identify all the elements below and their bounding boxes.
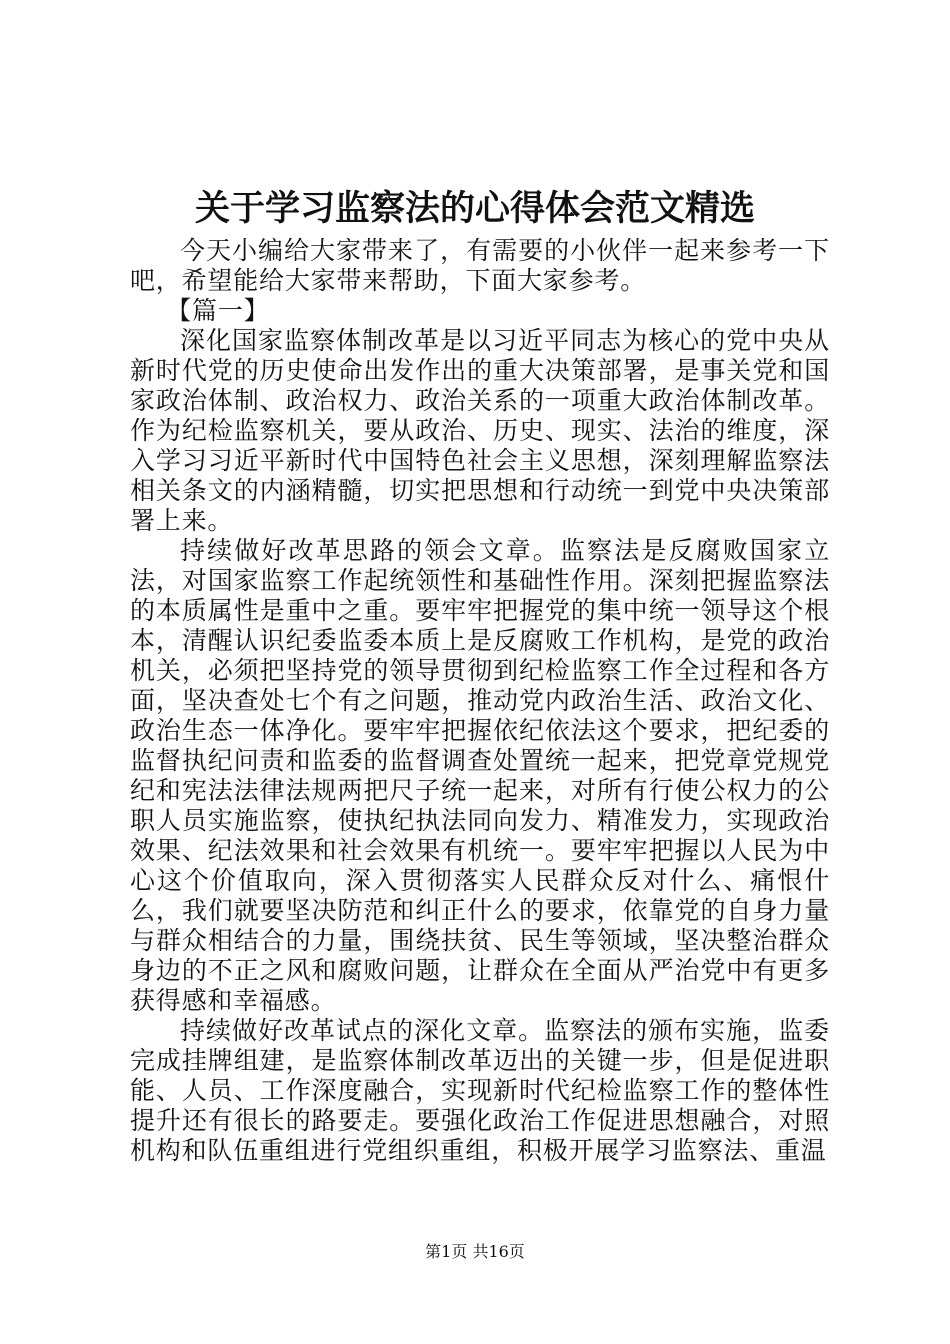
body-paragraph-3: 持续做好改革试点的深化文章。监察法的颁布实施，监委完成挂牌组建，是监察体制改革迈出的关键一步，但是促进职能、人员、工作深度融合，实现新时代纪检监察工作的整体性提升还有很长的路要走。要强化政治工作促进思想融合，对照机构和队伍重组进行党组织重组，积极开展学习监察法、重温 bbox=[130, 1016, 830, 1165]
document-title: 关于学习监察法的心得体会范文精选 bbox=[194, 188, 755, 229]
body-paragraph-1: 深化国家监察体制改革是以习近平同志为核心的党中央从新时代党的历史使命出发作出的重大决策部署，是事关党和国家政治体制、政治权力、政治关系的一项重大政治体制改革。作为纪检监察机关，要从政治、历史、现实、法治的维度，深入学习习近平新时代中国特色社会主义思想，深刻理解监察法相关条文的内涵精髓，切实把思想和行动统一到党中央决策部署上来。 bbox=[130, 326, 830, 535]
page-footer: 第1页 共16页 bbox=[425, 1242, 525, 1261]
document-body bbox=[130, 236, 830, 1166]
section-heading: 【篇一】 bbox=[166, 296, 270, 325]
body-paragraph-2: 持续做好改革思路的领会文章。监察法是反腐败国家立法，对国家监察工作起统领性和基础性作用。深刻把握监察法的本质属性是重中之重。要牢牢把握党的集中统一领导这个根本，清醒认识纪委监委本质上是反腐败工作机构，是党的政治机关，必须把坚持党的领导贯彻到纪检监察工作全过程和各方面，坚决查处七个有之问题，推动党内政治生活、政治文化、政治生态一体净化。要牢牢把握依纪依法这个要求，把纪委的监督执纪问责和监委的监督调查处置统一起来，把党章党规党纪和宪法法律法规两把尺子统一起来，对所有行使公权力的公职人员实施监察，使执纪执法同向发力、精准发力，实现政治效果、纪法效果和社会效果有机统一。要牢牢把握以人民为中心这个价值取向，深入贯彻落实人民群众反对什么、痛恨什么，我们就要坚决防范和纠正什么的要求，依靠党的自身力量与群众相结合的力量，围绕扶贫、民生等领域，坚决整治群众身边的不正之风和腐败问题，让群众在全面从严治党中有更多获得感和幸福感。 bbox=[130, 536, 830, 1015]
intro-paragraph: 今天小编给大家带来了，有需要的小伙伴一起来参考一下吧，希望能给大家带来帮助，下面大家参考。 bbox=[130, 236, 830, 295]
